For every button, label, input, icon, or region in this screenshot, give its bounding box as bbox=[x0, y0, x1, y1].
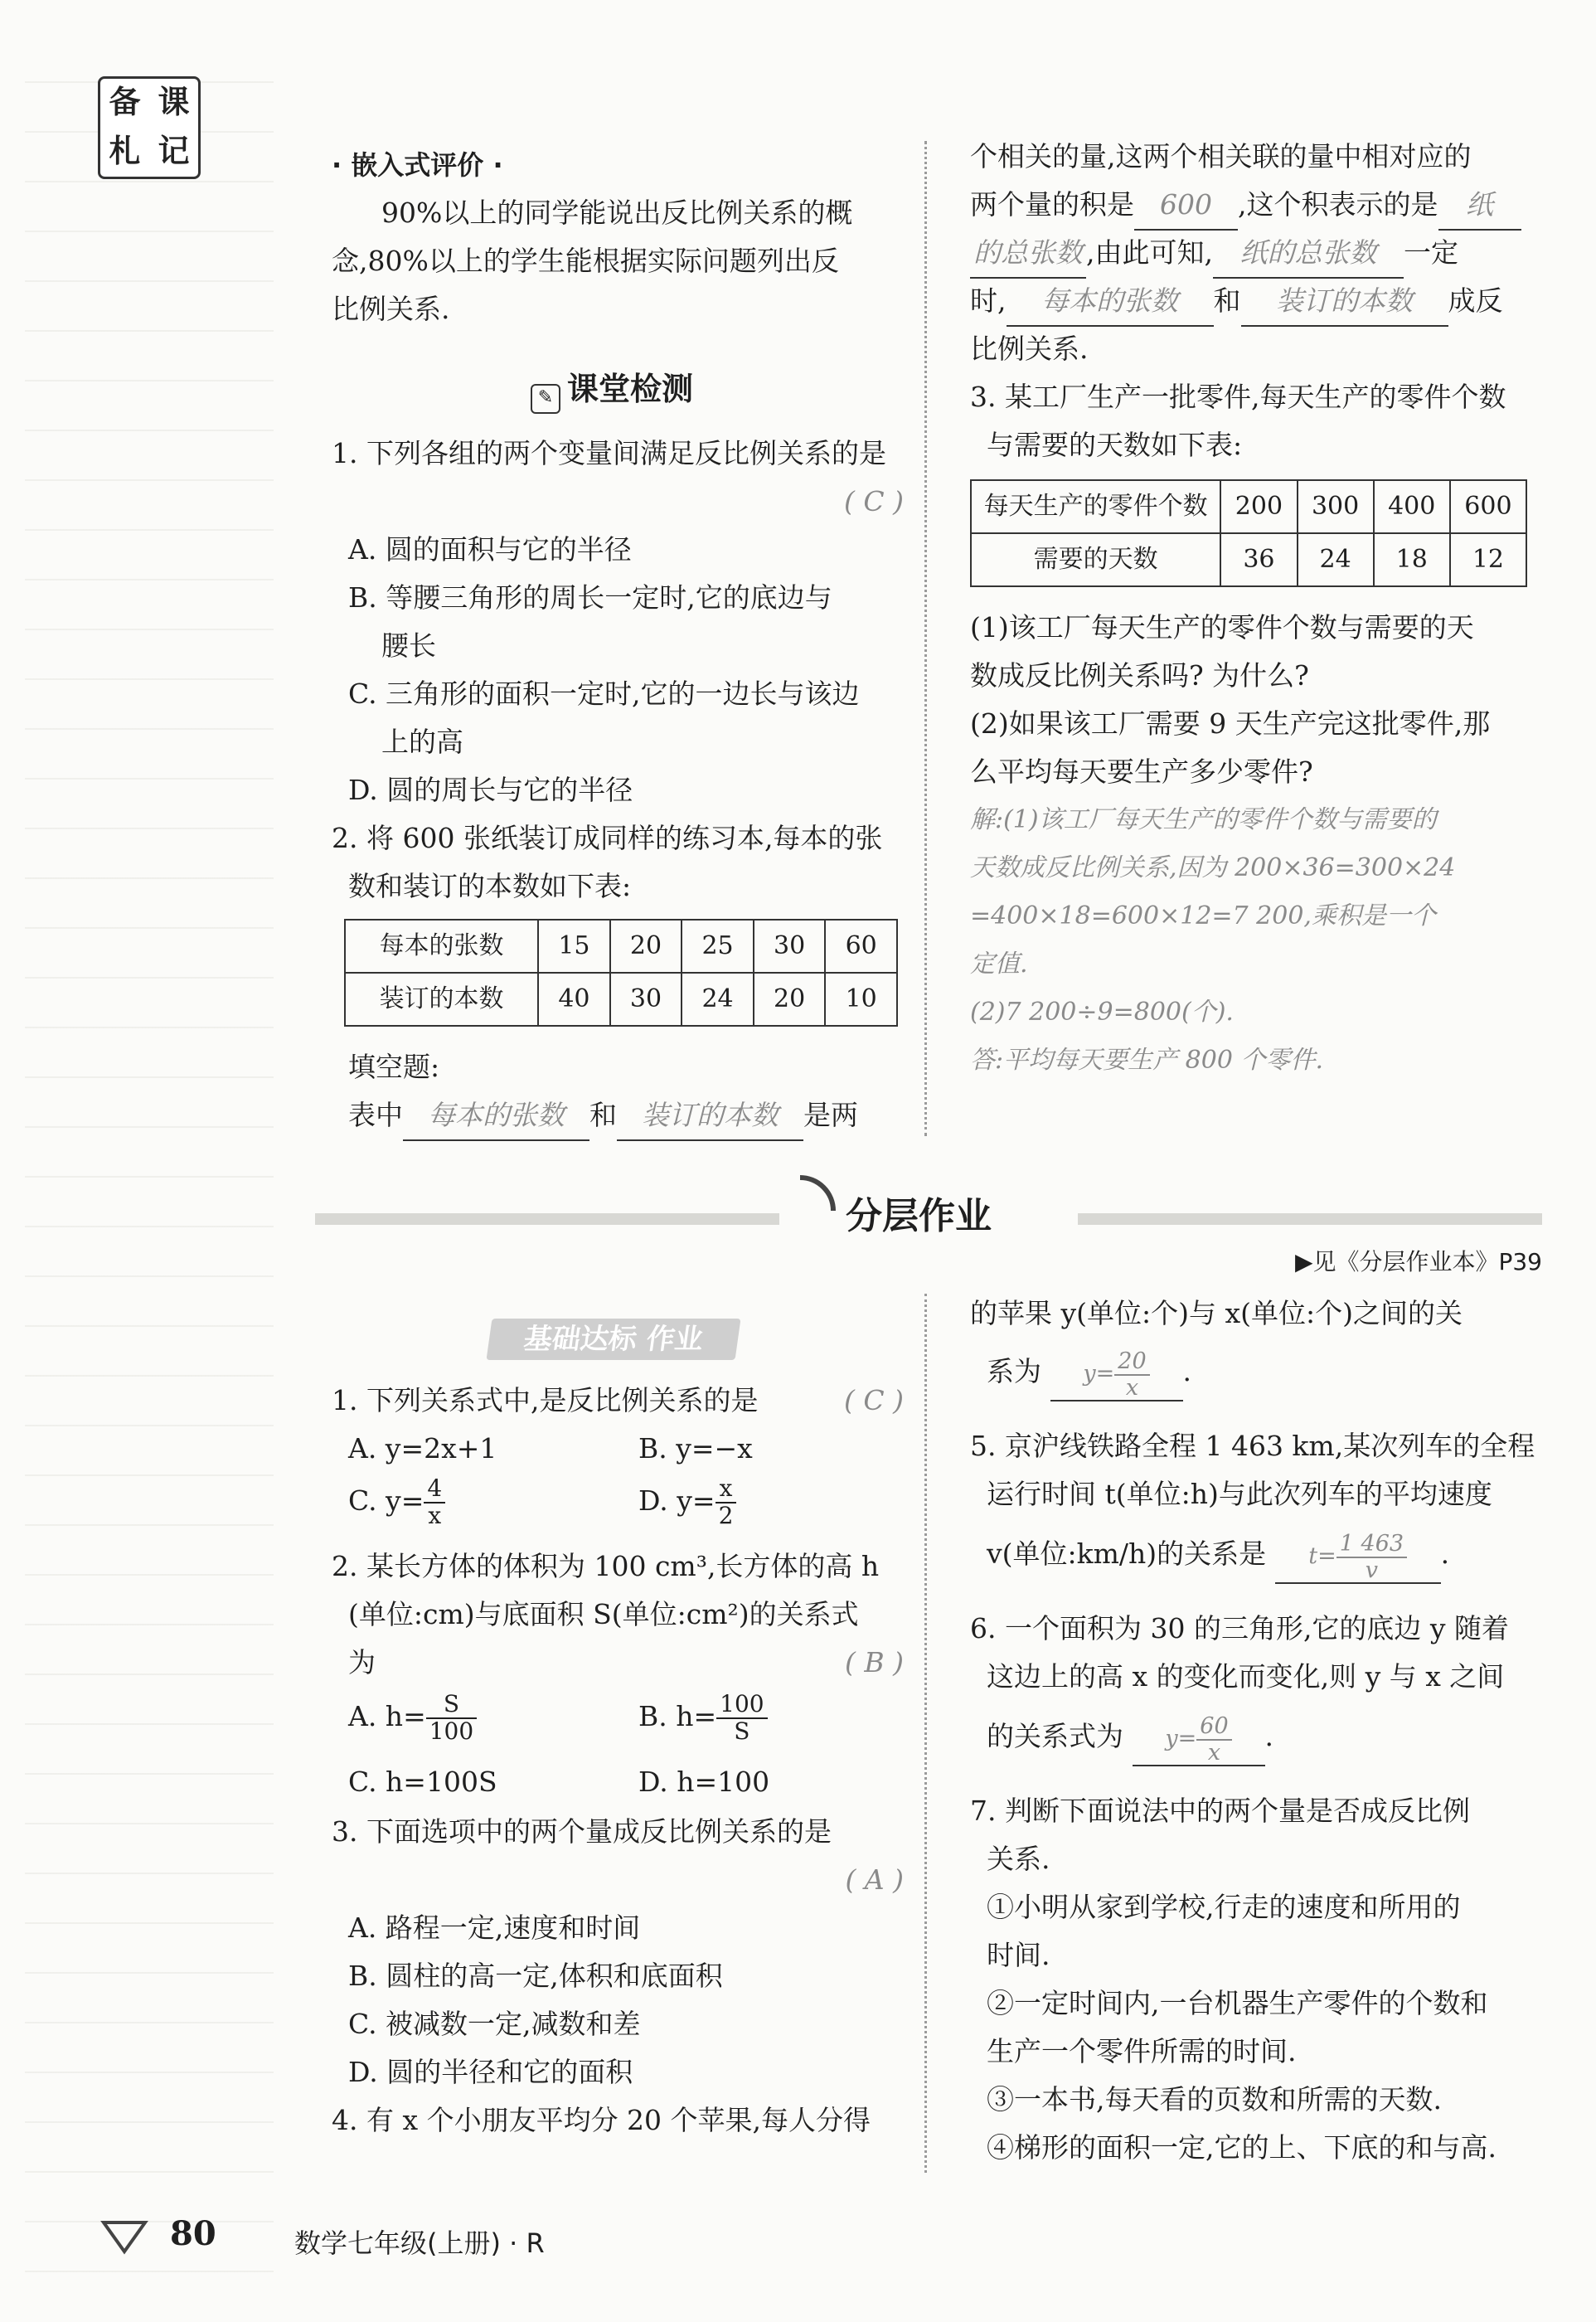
q2-continued: 两个量的积是 600 ,这个积表示的是 纸 bbox=[970, 181, 1521, 231]
answer-blank: 装订的本数 bbox=[617, 1091, 803, 1141]
table-row bbox=[345, 973, 897, 1026]
table-cell: 400 bbox=[1374, 480, 1450, 533]
table-cell: 30 bbox=[754, 920, 826, 973]
hw-q7-line: 关系. bbox=[987, 1843, 1050, 1875]
hw-q3-answer: ( A ) bbox=[845, 1863, 904, 1896]
q2-stem: 数和装订的本数如下表: bbox=[348, 870, 632, 902]
table-cell: 25 bbox=[682, 920, 754, 973]
notes-margin bbox=[25, 33, 274, 2272]
column-divider bbox=[924, 1294, 927, 2173]
table-cell: 30 bbox=[610, 973, 682, 1026]
q1-option: B. 等腰三角形的周长一定时,它的底边与 bbox=[348, 581, 832, 614]
answer-blank: 每本的张数 bbox=[403, 1091, 589, 1141]
table-cell: 装订的本数 bbox=[345, 973, 538, 1026]
q3-part: (2)如果该工厂需要 9 天生产完这批零件,那 bbox=[970, 707, 1491, 740]
right-column-top bbox=[970, 133, 1534, 1128]
workbook-reference: ▶见《分层作业本》P39 bbox=[1294, 1248, 1542, 1275]
q2-fill-label: 填空题: bbox=[348, 1051, 440, 1083]
q3-solution: 答:平均每天要生产 800 个零件. bbox=[970, 1046, 1323, 1075]
hw-q3-option: A. 路程一定,速度和时间 bbox=[348, 1912, 641, 1944]
hw-q7-line: ②一定时间内,一台机器生产零件的个数和 bbox=[987, 1987, 1488, 2019]
table-row bbox=[345, 920, 897, 973]
hw-q7-line: ③一本书,每天看的页数和所需的天数. bbox=[987, 2083, 1442, 2116]
answer-blank: 纸 bbox=[1438, 181, 1521, 231]
answer-blank: 的总张数 bbox=[970, 229, 1086, 279]
page-number: 80 bbox=[170, 2214, 216, 2253]
embedded-eval-title: · 嵌入式评价 · bbox=[332, 149, 503, 181]
q2-table bbox=[344, 919, 898, 1027]
table-cell: 12 bbox=[1450, 533, 1526, 586]
logo-char: 札 bbox=[109, 133, 141, 169]
hw-q4-stem: 4. 有 x 个小朋友平均分 20 个苹果,每人分得 bbox=[332, 2104, 871, 2136]
hw-q7-line: ①小明从家到学校,行走的速度和所用的 bbox=[987, 1891, 1461, 1923]
hw-q2-stem: 为 bbox=[348, 1646, 376, 1678]
q2-continued: 时, 每本的张数 和 装订的本数 成反 bbox=[970, 277, 1503, 327]
q1-answer: ( C ) bbox=[844, 485, 904, 517]
column-divider bbox=[924, 141, 927, 1136]
layered-homework-title: 分层作业 bbox=[846, 1195, 992, 1237]
hw-q2-option: D. h=100 bbox=[638, 1766, 770, 1798]
q2-stem: 2. 将 600 张纸装订成同样的练习本,每本的张 bbox=[332, 822, 883, 854]
notes-logo bbox=[98, 76, 201, 179]
q3-solution: =400×18=600×12=7 200,乘积是一个 bbox=[970, 901, 1436, 930]
table-cell: 每天生产的零件个数 bbox=[971, 480, 1220, 533]
hw-q6-stem: 6. 一个面积为 30 的三角形,它的底边 y 随着 bbox=[970, 1612, 1510, 1644]
q1-option: 腰长 bbox=[381, 629, 436, 662]
hw-q7-line: 7. 判断下面说法中的两个量是否成反比例 bbox=[970, 1795, 1470, 1827]
hw-q5-answer-line: v(单位:km/h)的关系是 t= $\frac{1 463}{v}$ . bbox=[987, 1530, 1450, 1583]
hw-q1-answer: ( C ) bbox=[844, 1384, 904, 1416]
hw-q3-option: B. 圆柱的高一定,体积和底面积 bbox=[348, 1960, 723, 1992]
q3-solution: 定值. bbox=[970, 950, 1028, 979]
basic-standard-badge: 基础达标 作业 bbox=[486, 1319, 740, 1360]
hw-q5-stem: 5. 京沪线铁路全程 1 463 km,某次列车的全程 bbox=[970, 1430, 1535, 1462]
q1-option: A. 圆的面积与它的半径 bbox=[348, 533, 632, 566]
q1-stem: 1. 下列各组的两个变量间满足反比例关系的是 bbox=[332, 437, 886, 469]
hw-q6-answer-line: 的关系式为 y= $\frac{60}{x}$ . bbox=[987, 1712, 1273, 1766]
hw-q1-option: D. y= $\frac{x}{2}$ bbox=[638, 1476, 736, 1529]
answer-blank: y= $\frac{60}{x}$ bbox=[1133, 1714, 1265, 1766]
embedded-eval-line: 比例关系. bbox=[332, 293, 450, 325]
table-cell: 600 bbox=[1450, 480, 1526, 533]
table-cell: 20 bbox=[754, 973, 826, 1026]
answer-blank: t= $\frac{1 463}{v}$ bbox=[1275, 1532, 1441, 1584]
layered-homework-banner bbox=[315, 1161, 1542, 1275]
logo-char: 课 bbox=[158, 84, 190, 120]
classroom-check-title: ✎ 课堂检测 bbox=[531, 365, 693, 414]
q1-option: C. 三角形的面积一定时,它的一边长与该边 bbox=[348, 678, 860, 710]
table-cell: 需要的天数 bbox=[971, 533, 1220, 586]
table-cell: 24 bbox=[682, 973, 754, 1026]
q3-stem: 3. 某工厂生产一批零件,每天生产的零件个数 bbox=[970, 381, 1506, 413]
table-cell: 18 bbox=[1374, 533, 1450, 586]
hw-q2-option: B. h= $\frac{100}{S}$ bbox=[638, 1692, 768, 1745]
answer-blank: 600 bbox=[1134, 181, 1238, 231]
answer-blank: 装订的本数 bbox=[1241, 277, 1448, 327]
q3-stem: 与需要的天数如下表: bbox=[987, 429, 1243, 461]
q1-option: 上的高 bbox=[381, 726, 463, 758]
embedded-eval-line: 90%以上的同学能说出反比例关系的概 bbox=[381, 197, 853, 229]
hw-q2-option: A. h= $\frac{S}{100}$ bbox=[348, 1692, 477, 1745]
table-cell: 24 bbox=[1298, 533, 1374, 586]
left-column-top bbox=[332, 141, 904, 1136]
hw-q2-stem: (单位:cm)与底面积 S(单位:cm²)的关系式 bbox=[348, 1598, 859, 1630]
q3-solution: (2)7 200÷9=800(个). bbox=[970, 998, 1234, 1027]
hw-q6-stem: 这边上的高 x 的变化而变化,则 y 与 x 之间 bbox=[987, 1660, 1505, 1693]
table-cell: 20 bbox=[610, 920, 682, 973]
q1-option: D. 圆的周长与它的半径 bbox=[348, 774, 633, 806]
table-cell: 60 bbox=[825, 920, 897, 973]
table-cell: 15 bbox=[538, 920, 610, 973]
pencil-icon: ✎ bbox=[531, 384, 560, 414]
answer-blank: 每本的张数 bbox=[1007, 277, 1214, 327]
right-column-bottom bbox=[970, 1290, 1534, 2169]
page-corner-icon bbox=[99, 2214, 149, 2259]
hw-q4-answer-line: 系为 y= $\frac{20}{x}$ . bbox=[987, 1348, 1191, 1401]
q3-part: 么平均每天要生产多少零件? bbox=[970, 755, 1313, 788]
table-cell: 每本的张数 bbox=[345, 920, 538, 973]
hw-q1-option: B. y=−x bbox=[638, 1432, 753, 1465]
hw-q3-stem: 3. 下面选项中的两个量成反比例关系的是 bbox=[332, 1815, 832, 1848]
table-cell: 10 bbox=[825, 973, 897, 1026]
q3-table bbox=[970, 479, 1527, 587]
hw-q7-line: ④梯形的面积一定,它的上、下底的和与高. bbox=[987, 2131, 1497, 2164]
q3-part: (1)该工厂每天生产的零件个数与需要的天 bbox=[970, 611, 1474, 644]
answer-blank: 纸的总张数 bbox=[1213, 229, 1404, 279]
table-cell: 300 bbox=[1298, 480, 1374, 533]
logo-char: 备 bbox=[109, 84, 141, 120]
q3-solution: 解:(1)该工厂每天生产的零件个数与需要的 bbox=[970, 805, 1437, 834]
hw-q3-option: C. 被减数一定,减数和差 bbox=[348, 2008, 641, 2040]
table-cell: 40 bbox=[538, 973, 610, 1026]
table-row bbox=[971, 480, 1526, 533]
embedded-eval-line: 念,80%以上的学生能根据实际问题列出反 bbox=[332, 245, 839, 277]
hw-q7-line: 生产一个零件所需的时间. bbox=[987, 2035, 1297, 2067]
hw-q1-option: A. y=2x+1 bbox=[348, 1432, 497, 1465]
hw-q2-answer: ( B ) bbox=[845, 1646, 904, 1678]
left-column-bottom bbox=[332, 1377, 904, 2173]
q2-continued: 的总张数 ,由此可知, 纸的总张数 一定 bbox=[970, 229, 1458, 279]
hw-q2-option: C. h=100S bbox=[348, 1766, 497, 1798]
table-cell: 200 bbox=[1220, 480, 1297, 533]
hw-q4-stem: 的苹果 y(单位:个)与 x(单位:个)之间的关 bbox=[970, 1297, 1463, 1329]
hw-q1-option: C. y= $\frac{4}{x}$ bbox=[348, 1476, 445, 1529]
logo-char: 记 bbox=[158, 133, 190, 169]
answer-blank: y= $\frac{20}{x}$ bbox=[1050, 1349, 1183, 1401]
q3-solution: 天数成反比例关系,因为 200×36=300×24 bbox=[970, 853, 1456, 882]
hw-q5-stem: 运行时间 t(单位:h)与此次列车的平均速度 bbox=[987, 1478, 1492, 1510]
q2-continued: 比例关系. bbox=[970, 333, 1089, 365]
book-title: 数学七年级(上册) · R bbox=[294, 2227, 545, 2259]
q3-part: 数成反比例关系吗? 为什么? bbox=[970, 659, 1309, 692]
hw-q2-stem: 2. 某长方体的体积为 100 cm³,长方体的高 h bbox=[332, 1550, 880, 1582]
q2-continued: 个相关的量,这两个相关联的量中相对应的 bbox=[970, 140, 1472, 172]
hw-q1-stem: 1. 下列关系式中,是反比例关系的是 bbox=[332, 1384, 759, 1416]
hw-q3-option: D. 圆的半径和它的面积 bbox=[348, 2056, 633, 2088]
hw-q7-line: 时间. bbox=[987, 1939, 1050, 1971]
q2-fill-line: 表中 每本的张数 和 装订的本数 是两 bbox=[348, 1091, 858, 1141]
table-cell: 36 bbox=[1220, 533, 1297, 586]
table-row bbox=[971, 533, 1526, 586]
